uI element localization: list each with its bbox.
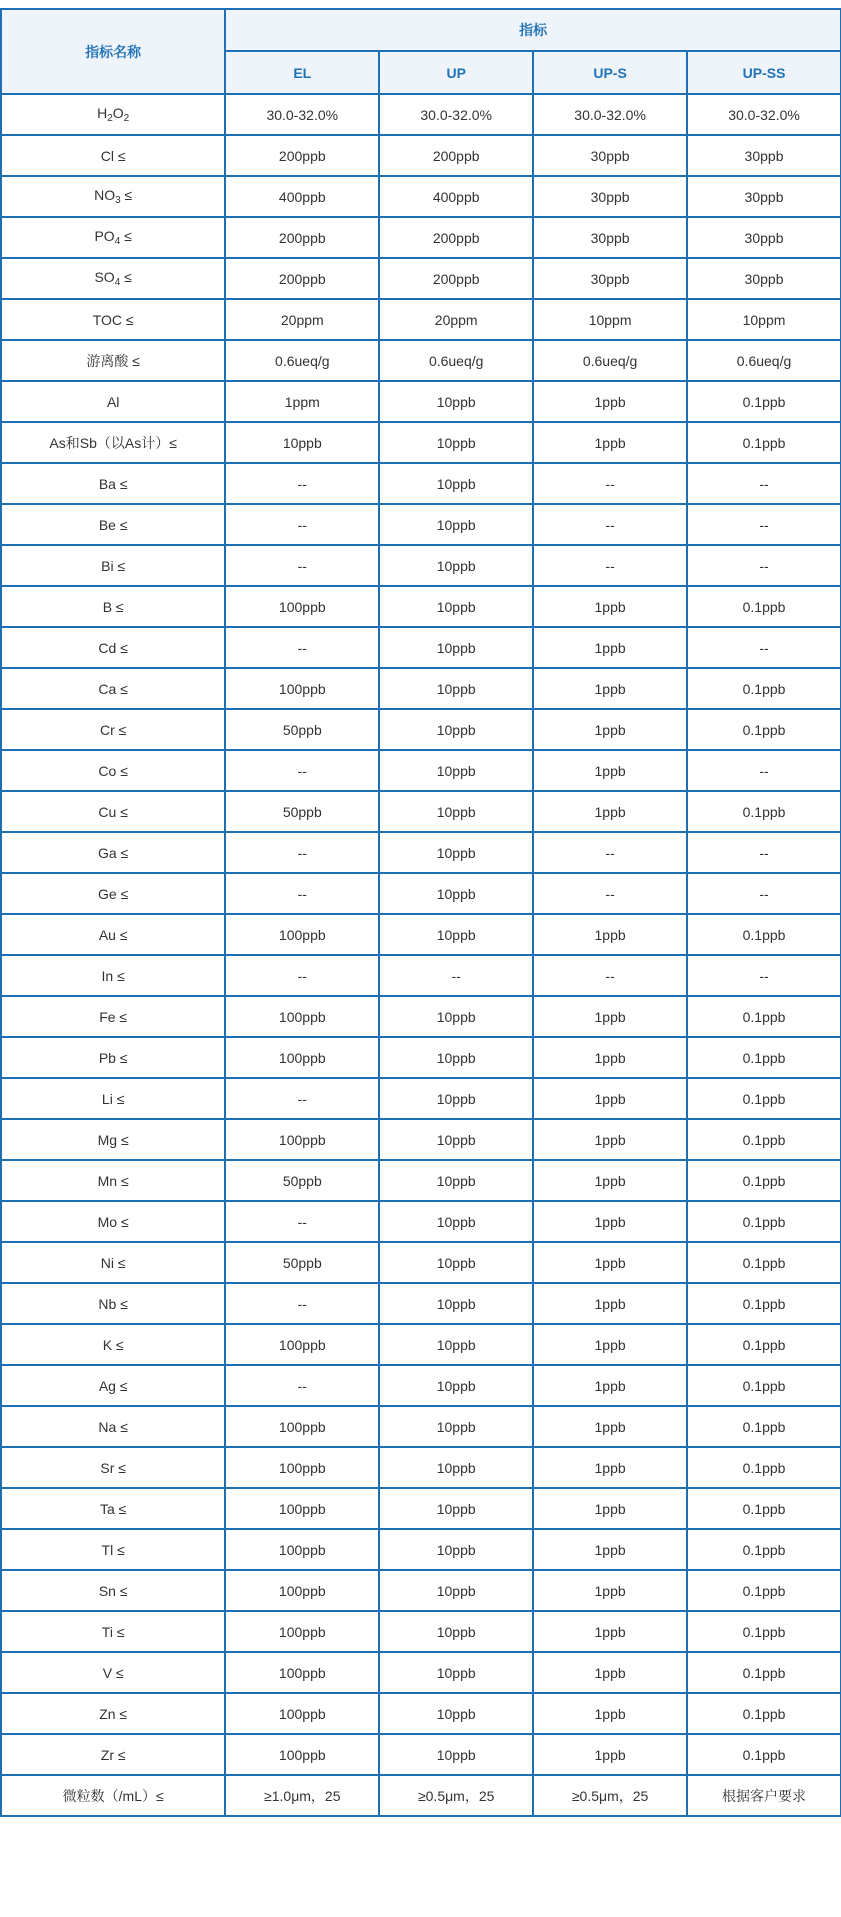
- row-value-up-s: 30ppb: [533, 217, 687, 258]
- row-value-el: --: [225, 955, 379, 996]
- row-value-up-s: 1ppb: [533, 1365, 687, 1406]
- row-value-up: 10ppb: [379, 1242, 533, 1283]
- row-value-up: --: [379, 955, 533, 996]
- row-value-up-ss: 0.1ppb: [687, 586, 841, 627]
- row-value-el: 100ppb: [225, 1037, 379, 1078]
- row-value-up-ss: 30ppb: [687, 176, 841, 217]
- table-row: [1, 1447, 841, 1488]
- row-value-up: 10ppb: [379, 996, 533, 1037]
- table-row: [1, 299, 841, 340]
- table-row: [1, 873, 841, 914]
- row-value-up-ss: 0.6ueq/g: [687, 340, 841, 381]
- row-value-el: 100ppb: [225, 586, 379, 627]
- table-row: [1, 504, 841, 545]
- row-value-up: 10ppb: [379, 463, 533, 504]
- row-item-name: Mg ≤: [1, 1119, 225, 1160]
- table-row: [1, 1611, 841, 1652]
- row-value-up: 10ppb: [379, 1037, 533, 1078]
- table-row: [1, 1242, 841, 1283]
- row-item-name: [1, 217, 225, 258]
- row-item-name: Li ≤: [1, 1078, 225, 1119]
- row-value-el: 30.0-32.0%: [225, 94, 379, 135]
- row-item-name: Ti ≤: [1, 1611, 225, 1652]
- row-item-name: [1, 94, 225, 135]
- table-row: [1, 217, 841, 258]
- row-value-up-s: 30ppb: [533, 176, 687, 217]
- row-value-el: 100ppb: [225, 1611, 379, 1652]
- row-item-name: Cl ≤: [1, 135, 225, 176]
- row-value-up-ss: 30ppb: [687, 258, 841, 299]
- row-value-up: 10ppb: [379, 586, 533, 627]
- row-value-up-s: --: [533, 832, 687, 873]
- row-value-el: 200ppb: [225, 135, 379, 176]
- name-text: H: [97, 105, 108, 121]
- row-item-name: Ta ≤: [1, 1488, 225, 1529]
- row-value-up-ss: 0.1ppb: [687, 1611, 841, 1652]
- row-value-up-ss: --: [687, 504, 841, 545]
- row-value-up-ss: 0.1ppb: [687, 914, 841, 955]
- row-item-name: Ca ≤: [1, 668, 225, 709]
- row-value-el: --: [225, 1078, 379, 1119]
- row-value-up-s: 1ppb: [533, 1119, 687, 1160]
- name-subscript: 4: [114, 236, 121, 247]
- row-value-up-s: 1ppb: [533, 1693, 687, 1734]
- row-item-name: Zr ≤: [1, 1734, 225, 1775]
- row-value-up-ss: 10ppm: [687, 299, 841, 340]
- row-item-name: Mn ≤: [1, 1160, 225, 1201]
- row-value-up: 10ppb: [379, 504, 533, 545]
- row-value-up-ss: 0.1ppb: [687, 1324, 841, 1365]
- row-value-el: --: [225, 832, 379, 873]
- row-item-name: V ≤: [1, 1652, 225, 1693]
- row-value-up-s: 30ppb: [533, 135, 687, 176]
- row-value-el: 200ppb: [225, 258, 379, 299]
- row-value-up-s: 1ppb: [533, 750, 687, 791]
- row-value-el: 100ppb: [225, 1488, 379, 1529]
- row-value-el: 200ppb: [225, 217, 379, 258]
- row-value-up: 10ppb: [379, 1652, 533, 1693]
- row-value-up-ss: 30.0-32.0%: [687, 94, 841, 135]
- name-text: O: [112, 105, 124, 121]
- table-row: [1, 135, 841, 176]
- row-value-up: 10ppb: [379, 668, 533, 709]
- row-value-up-s: 1ppb: [533, 422, 687, 463]
- row-value-up-ss: 0.1ppb: [687, 1283, 841, 1324]
- row-value-up-s: 1ppb: [533, 914, 687, 955]
- row-value-up: 10ppb: [379, 750, 533, 791]
- row-value-up: 400ppb: [379, 176, 533, 217]
- table-row: [1, 1201, 841, 1242]
- table-row: [1, 340, 841, 381]
- row-value-el: 100ppb: [225, 1529, 379, 1570]
- table-row: [1, 586, 841, 627]
- row-item-name: Nb ≤: [1, 1283, 225, 1324]
- row-value-up: 10ppb: [379, 1160, 533, 1201]
- row-item-name: K ≤: [1, 1324, 225, 1365]
- row-value-up-ss: 0.1ppb: [687, 1037, 841, 1078]
- row-value-up-ss: 30ppb: [687, 217, 841, 258]
- table-row: [1, 463, 841, 504]
- row-value-el: --: [225, 627, 379, 668]
- header-grade-up-s: UP-S: [533, 51, 687, 94]
- row-value-up: 10ppb: [379, 1611, 533, 1652]
- row-value-up-s: 1ppb: [533, 1652, 687, 1693]
- row-value-el: 0.6ueq/g: [225, 340, 379, 381]
- row-item-name: Ag ≤: [1, 1365, 225, 1406]
- row-value-up-ss: --: [687, 873, 841, 914]
- row-value-up-ss: 0.1ppb: [687, 1078, 841, 1119]
- row-value-up-ss: 0.1ppb: [687, 668, 841, 709]
- row-value-up-s: 1ppb: [533, 709, 687, 750]
- row-value-up-ss: 0.1ppb: [687, 1160, 841, 1201]
- row-value-up-ss: 0.1ppb: [687, 1201, 841, 1242]
- name-text: PO: [94, 228, 115, 244]
- table-row: [1, 1570, 841, 1611]
- table-header: [1, 9, 841, 94]
- name-subscript: 2: [123, 113, 130, 124]
- header-grade-up-ss: UP-SS: [687, 51, 841, 94]
- row-value-el: 100ppb: [225, 914, 379, 955]
- row-value-el: --: [225, 1283, 379, 1324]
- table-row: [1, 955, 841, 996]
- row-item-name: Na ≤: [1, 1406, 225, 1447]
- row-value-up: 200ppb: [379, 135, 533, 176]
- row-value-up: 10ppb: [379, 791, 533, 832]
- row-value-up-ss: 0.1ppb: [687, 1570, 841, 1611]
- row-value-el: 100ppb: [225, 1693, 379, 1734]
- table-row: [1, 94, 841, 135]
- row-value-up-ss: 0.1ppb: [687, 1734, 841, 1775]
- row-value-el: 100ppb: [225, 1324, 379, 1365]
- spec-table: [0, 8, 841, 1817]
- row-value-up-s: 1ppb: [533, 1734, 687, 1775]
- row-value-el: 50ppb: [225, 791, 379, 832]
- row-value-el: 100ppb: [225, 1652, 379, 1693]
- table-row: [1, 1775, 841, 1816]
- table-row: [1, 914, 841, 955]
- row-value-up-ss: 0.1ppb: [687, 791, 841, 832]
- row-value-up-ss: 0.1ppb: [687, 422, 841, 463]
- row-value-up-ss: --: [687, 545, 841, 586]
- row-value-up-ss: --: [687, 832, 841, 873]
- row-value-up: 200ppb: [379, 217, 533, 258]
- table-row: [1, 791, 841, 832]
- row-value-up-s: --: [533, 955, 687, 996]
- name-subscript: 4: [114, 277, 121, 288]
- row-value-up-ss: 0.1ppb: [687, 381, 841, 422]
- row-value-up-s: 1ppb: [533, 1570, 687, 1611]
- row-value-el: --: [225, 463, 379, 504]
- row-value-el: 100ppb: [225, 1447, 379, 1488]
- row-value-up: 10ppb: [379, 1693, 533, 1734]
- table-row: [1, 1283, 841, 1324]
- row-item-name: Cd ≤: [1, 627, 225, 668]
- row-item-name: Sn ≤: [1, 1570, 225, 1611]
- row-value-up-s: 1ppb: [533, 1160, 687, 1201]
- table-row: [1, 1488, 841, 1529]
- table-row: [1, 545, 841, 586]
- row-value-up-s: 1ppb: [533, 1078, 687, 1119]
- row-value-up: 10ppb: [379, 832, 533, 873]
- row-value-up-s: 1ppb: [533, 1201, 687, 1242]
- row-value-up: 10ppb: [379, 1365, 533, 1406]
- table-row: [1, 1324, 841, 1365]
- row-value-up: 10ppb: [379, 1447, 533, 1488]
- row-item-name: Ni ≤: [1, 1242, 225, 1283]
- row-value-up: 200ppb: [379, 258, 533, 299]
- row-value-el: 50ppb: [225, 1160, 379, 1201]
- row-value-up-ss: 0.1ppb: [687, 709, 841, 750]
- row-value-el: 100ppb: [225, 1570, 379, 1611]
- row-value-up-s: --: [533, 873, 687, 914]
- row-item-name: Pb ≤: [1, 1037, 225, 1078]
- row-value-el: 100ppb: [225, 668, 379, 709]
- table-body: [1, 94, 841, 1816]
- row-value-up-s: --: [533, 545, 687, 586]
- header-item-name: 指标名称: [1, 9, 225, 94]
- table-row: [1, 1037, 841, 1078]
- table-row: [1, 1078, 841, 1119]
- row-value-up-s: --: [533, 504, 687, 545]
- row-item-name: 微粒数（/mL）≤: [1, 1775, 225, 1816]
- name-subscript: 3: [115, 195, 121, 206]
- row-value-up: 10ppb: [379, 1734, 533, 1775]
- row-value-up-s: 1ppb: [533, 1406, 687, 1447]
- row-value-up-s: 1ppb: [533, 1242, 687, 1283]
- row-item-name: Mo ≤: [1, 1201, 225, 1242]
- row-value-el: --: [225, 545, 379, 586]
- row-value-up: 10ppb: [379, 1488, 533, 1529]
- row-value-up-ss: 0.1ppb: [687, 1447, 841, 1488]
- row-value-up: 10ppb: [379, 1529, 533, 1570]
- row-value-up: 10ppb: [379, 381, 533, 422]
- row-value-el: 100ppb: [225, 1406, 379, 1447]
- row-item-name: Ge ≤: [1, 873, 225, 914]
- row-value-up: ≥0.5μm，25: [379, 1775, 533, 1816]
- row-value-up-s: 1ppb: [533, 1447, 687, 1488]
- row-value-el: 100ppb: [225, 1119, 379, 1160]
- row-value-el: ≥1.0μm，25: [225, 1775, 379, 1816]
- row-item-name: Fe ≤: [1, 996, 225, 1037]
- row-value-el: 50ppb: [225, 709, 379, 750]
- row-item-name: Sr ≤: [1, 1447, 225, 1488]
- row-value-el: 50ppb: [225, 1242, 379, 1283]
- row-value-up: 10ppb: [379, 422, 533, 463]
- row-value-up-ss: 0.1ppb: [687, 1406, 841, 1447]
- row-value-up: 10ppb: [379, 545, 533, 586]
- name-text: ≤: [120, 187, 133, 203]
- table-row: [1, 422, 841, 463]
- row-item-name: Cr ≤: [1, 709, 225, 750]
- row-value-up-ss: 0.1ppb: [687, 1529, 841, 1570]
- row-value-up: 10ppb: [379, 709, 533, 750]
- name-text: NO: [94, 187, 116, 203]
- row-value-up: 10ppb: [379, 627, 533, 668]
- row-value-up-s: ≥0.5μm，25: [533, 1775, 687, 1816]
- row-item-name: As和Sb（以As计）≤: [1, 422, 225, 463]
- row-value-el: --: [225, 504, 379, 545]
- row-value-up: 0.6ueq/g: [379, 340, 533, 381]
- table-row: [1, 832, 841, 873]
- row-item-name: Be ≤: [1, 504, 225, 545]
- header-grade-el: EL: [225, 51, 379, 94]
- row-item-name: TOC ≤: [1, 299, 225, 340]
- row-value-el: 400ppb: [225, 176, 379, 217]
- row-value-up: 10ppb: [379, 1119, 533, 1160]
- row-value-up-s: 1ppb: [533, 381, 687, 422]
- table-row: [1, 1652, 841, 1693]
- table-row: [1, 176, 841, 217]
- name-text: SO: [94, 269, 115, 285]
- row-value-up: 10ppb: [379, 1406, 533, 1447]
- table-row: [1, 1160, 841, 1201]
- row-value-up-s: 1ppb: [533, 1283, 687, 1324]
- row-value-up-s: 1ppb: [533, 586, 687, 627]
- row-value-up-s: 1ppb: [533, 668, 687, 709]
- row-value-el: 20ppm: [225, 299, 379, 340]
- row-item-name: Al: [1, 381, 225, 422]
- row-value-up-s: 1ppb: [533, 996, 687, 1037]
- row-value-up-ss: --: [687, 463, 841, 504]
- row-value-up: 10ppb: [379, 1570, 533, 1611]
- row-value-up: 10ppb: [379, 1201, 533, 1242]
- row-value-up-ss: 30ppb: [687, 135, 841, 176]
- row-value-up-s: 1ppb: [533, 1488, 687, 1529]
- row-value-up-ss: 0.1ppb: [687, 1488, 841, 1529]
- row-item-name: B ≤: [1, 586, 225, 627]
- header-spec-group: 指标: [225, 9, 841, 51]
- row-value-up: 10ppb: [379, 1078, 533, 1119]
- table-row: [1, 1529, 841, 1570]
- table-row: [1, 709, 841, 750]
- row-value-up-s: 1ppb: [533, 1529, 687, 1570]
- table-row: [1, 1734, 841, 1775]
- row-item-name: [1, 258, 225, 299]
- row-value-up-s: 1ppb: [533, 1324, 687, 1365]
- table-row: [1, 627, 841, 668]
- row-item-name: Bi ≤: [1, 545, 225, 586]
- row-value-up: 20ppm: [379, 299, 533, 340]
- name-text: ≤: [120, 228, 132, 244]
- row-item-name: Zn ≤: [1, 1693, 225, 1734]
- row-value-el: 1ppm: [225, 381, 379, 422]
- row-value-up-ss: 0.1ppb: [687, 1242, 841, 1283]
- row-value-up-ss: --: [687, 955, 841, 996]
- row-item-name: [1, 176, 225, 217]
- row-value-el: --: [225, 873, 379, 914]
- row-item-name: Au ≤: [1, 914, 225, 955]
- header-grade-up: UP: [379, 51, 533, 94]
- row-value-up-s: 1ppb: [533, 1037, 687, 1078]
- row-value-up-ss: --: [687, 750, 841, 791]
- row-value-up-ss: 根据客户要求: [687, 1775, 841, 1816]
- row-value-up-s: 0.6ueq/g: [533, 340, 687, 381]
- row-value-el: 10ppb: [225, 422, 379, 463]
- row-value-el: --: [225, 1365, 379, 1406]
- row-value-el: 100ppb: [225, 1734, 379, 1775]
- row-value-up: 10ppb: [379, 1283, 533, 1324]
- row-value-up-s: 10ppm: [533, 299, 687, 340]
- row-item-name: Ba ≤: [1, 463, 225, 504]
- row-value-up-ss: 0.1ppb: [687, 996, 841, 1037]
- row-value-up-s: 1ppb: [533, 1611, 687, 1652]
- row-item-name: Tl ≤: [1, 1529, 225, 1570]
- row-value-up-s: 30.0-32.0%: [533, 94, 687, 135]
- row-item-name: Ga ≤: [1, 832, 225, 873]
- row-value-up-s: 1ppb: [533, 791, 687, 832]
- row-value-up: 10ppb: [379, 914, 533, 955]
- row-value-el: --: [225, 750, 379, 791]
- table-row: [1, 381, 841, 422]
- row-item-name: 游离酸 ≤: [1, 340, 225, 381]
- row-item-name: In ≤: [1, 955, 225, 996]
- row-value-up-ss: 0.1ppb: [687, 1652, 841, 1693]
- row-value-up-ss: 0.1ppb: [687, 1365, 841, 1406]
- row-value-up-s: 1ppb: [533, 627, 687, 668]
- table-row: [1, 1406, 841, 1447]
- row-value-up: 10ppb: [379, 873, 533, 914]
- row-value-up: 30.0-32.0%: [379, 94, 533, 135]
- row-value-up-s: 30ppb: [533, 258, 687, 299]
- table-row: [1, 258, 841, 299]
- name-text: ≤: [120, 269, 132, 285]
- row-value-up-ss: 0.1ppb: [687, 1693, 841, 1734]
- table-row: [1, 996, 841, 1037]
- table-row: [1, 750, 841, 791]
- table-row: [1, 1119, 841, 1160]
- table-row: [1, 1365, 841, 1406]
- row-value-el: 100ppb: [225, 996, 379, 1037]
- row-value-up-ss: 0.1ppb: [687, 1119, 841, 1160]
- row-value-up: 10ppb: [379, 1324, 533, 1365]
- row-value-up-s: --: [533, 463, 687, 504]
- row-item-name: Co ≤: [1, 750, 225, 791]
- name-subscript: 2: [107, 113, 113, 124]
- table-row: [1, 668, 841, 709]
- row-value-el: --: [225, 1201, 379, 1242]
- table-row: [1, 1693, 841, 1734]
- row-item-name: Cu ≤: [1, 791, 225, 832]
- row-value-up-ss: --: [687, 627, 841, 668]
